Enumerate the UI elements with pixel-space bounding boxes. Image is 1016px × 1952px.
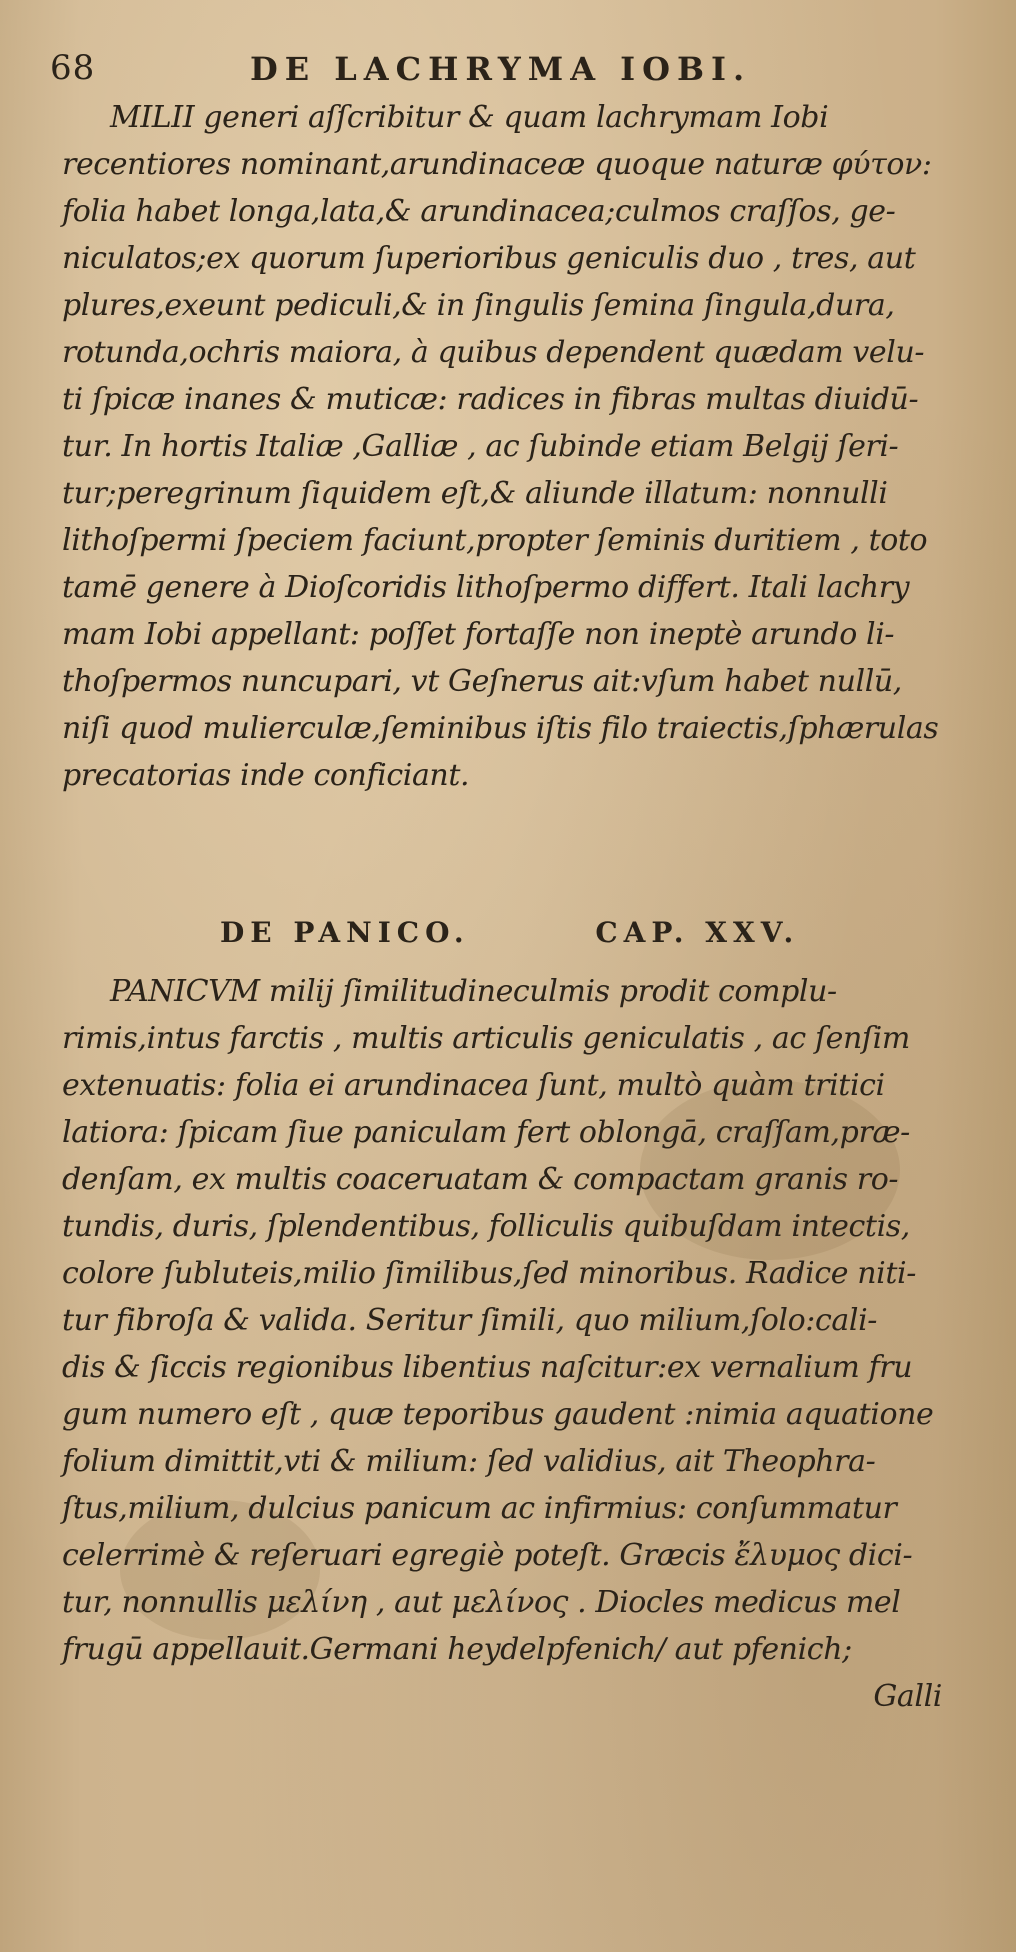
text-line: rotunda,ochris maiora, à quibus dependent quædam velu- (62, 335, 925, 370)
chapter-title: DE PANICO. (220, 916, 470, 949)
milium-paragraph (62, 94, 962, 799)
text-line: frugū appellauit.Germani heydelpfenich/ aut pfenich; (62, 1632, 852, 1667)
chapter-heading (220, 916, 799, 949)
text-line: latiora: ſpicam ſiue paniculam fert oblongā, craſſam,præ- (62, 1115, 910, 1150)
panicum-paragraph (62, 968, 962, 1720)
text-line: mam Iobi appellant: poſſet fortaſſe non ineptè arundo li- (62, 617, 895, 652)
text-line: precatorias inde conficiant. (62, 758, 470, 793)
running-head (30, 48, 930, 92)
text-line: dis & ſiccis regionibus libentius naſcitur:ex vernalium fru (62, 1350, 913, 1385)
text-line: ti ſpicæ inanes & muticæ: radices in fibras multas diuidū- (62, 382, 919, 417)
text-line: MILII generi aſſcribitur & quam lachrymam Iobi (110, 100, 829, 135)
text-line: thoſpermos nuncupari, vt Geſnerus ait:vſum habet nullū, (62, 664, 902, 699)
text-line: tur fibroſa & valida. Seritur ſimili, quo milium,ſolo:cali- (62, 1303, 878, 1338)
text-line: ſtus,milium, dulcius panicum ac infirmius: conſummatur (62, 1491, 897, 1526)
text-line: tur. In hortis Italiæ ,Galliæ , ac ſubinde etiam Belgij ſeri- (62, 429, 899, 464)
text-line: rimis,intus farctis , multis articulis geniculatis , ac ſenſim (62, 1021, 910, 1056)
page-number: 68 (50, 48, 96, 88)
text-line: plures,exeunt pediculi,& in ſingulis ſemina ſingula,dura, (62, 288, 895, 323)
text-line: extenuatis: folia ei arundinacea ſunt, multò quàm tritici (62, 1068, 885, 1103)
text-line: tur;peregrinum ſiquidem eſt,& aliunde illatum: nonnulli (62, 476, 888, 511)
text-line: gum numero eſt , quæ teporibus gaudent :nimia aquatione (62, 1397, 934, 1432)
text-line: denſam, ex multis coaceruatam & compactam granis ro- (62, 1162, 899, 1197)
text-line: celerrimè & reſeruari egregiè poteſt. Græcis ἔλυμος dici- (62, 1538, 913, 1573)
text-line: PANICVM milij ſimilitudineculmis prodit complu- (110, 974, 837, 1009)
text-line: lithoſpermi ſpeciem faciunt,propter ſeminis duritiem , toto (62, 523, 928, 558)
text-line: tamē genere à Dioſcoridis lithoſpermo differt. Itali lachry (62, 570, 910, 605)
text-line: tur, nonnullis μελίνη , aut μελίνος . Diocles medicus mel (62, 1585, 901, 1620)
chapter-number: CAP. XXV. (595, 916, 800, 949)
text-line: folia habet longa,lata,& arundinacea;culmos craſſos, ge- (62, 194, 896, 229)
text-line: niſi quod mulierculæ,ſeminibus iſtis filo traiectis,ſphærulas (62, 711, 939, 746)
text-line: tundis, duris, ſplendentibus, folliculis quibuſdam intectis, (62, 1209, 910, 1244)
text-line: niculatos;ex quorum ſuperioribus geniculis duo , tres, aut (62, 241, 916, 276)
catchword: Galli (873, 1679, 942, 1714)
running-title: DE LACHRYMA IOBI. (250, 50, 752, 88)
text-line: folium dimittit,vti & milium: ſed validius, ait Theophra- (62, 1444, 876, 1479)
text-line: recentiores nominant,arundinaceæ quoque naturæ φύτον: (62, 147, 932, 182)
text-line: colore ſubluteis,milio ſimilibus,ſed minoribus. Radice niti- (62, 1256, 916, 1291)
